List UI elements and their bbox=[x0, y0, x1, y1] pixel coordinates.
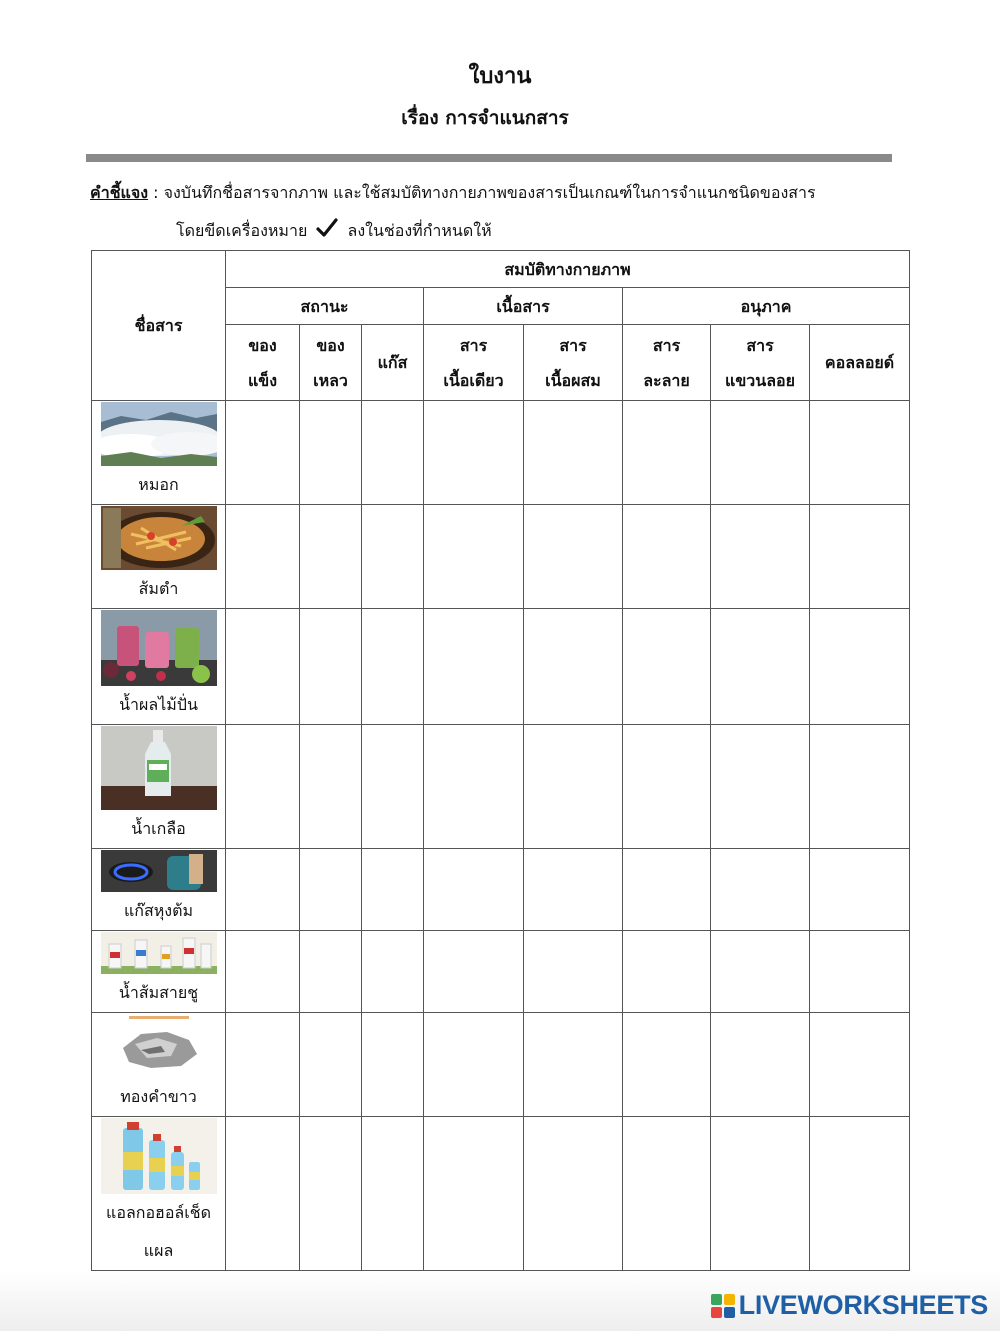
answer-cell[interactable] bbox=[362, 849, 424, 931]
answer-cell[interactable] bbox=[810, 505, 910, 609]
substance-name: แก๊สหุงต้ม bbox=[123, 901, 194, 920]
answer-cell[interactable] bbox=[810, 401, 910, 505]
vinegar-bottles-photo bbox=[101, 932, 217, 974]
answer-cell[interactable] bbox=[711, 401, 810, 505]
answer-cell[interactable] bbox=[226, 1013, 300, 1117]
table-row bbox=[92, 401, 910, 505]
classification-table bbox=[91, 250, 910, 1271]
answer-cell[interactable] bbox=[300, 725, 362, 849]
answer-cell[interactable] bbox=[362, 1013, 424, 1117]
col-solution: สาร ละลาย bbox=[623, 325, 711, 401]
gas-stove-photo bbox=[101, 850, 217, 892]
answer-cell[interactable] bbox=[362, 505, 424, 609]
answer-cell[interactable] bbox=[810, 849, 910, 931]
answer-cell[interactable] bbox=[300, 401, 362, 505]
instruction-colon: : bbox=[148, 183, 164, 202]
substance-cell bbox=[92, 505, 226, 609]
answer-cell[interactable] bbox=[711, 1117, 810, 1271]
answer-cell[interactable] bbox=[711, 1013, 810, 1117]
instruction-line-1 bbox=[90, 181, 816, 206]
answer-cell[interactable] bbox=[300, 931, 362, 1013]
substance-name-line-2: แผล bbox=[143, 1241, 174, 1260]
answer-cell[interactable] bbox=[300, 505, 362, 609]
substance-name: ส้มตำ bbox=[138, 579, 179, 598]
answer-cell[interactable] bbox=[524, 931, 623, 1013]
answer-cell[interactable] bbox=[424, 849, 524, 931]
worksheet-title: ใบงาน bbox=[468, 64, 532, 89]
col-gas: แก๊ส bbox=[362, 325, 424, 401]
substance-name-header: ชื่อสาร bbox=[92, 251, 226, 401]
col-liquid: ของ เหลว bbox=[300, 325, 362, 401]
answer-cell[interactable] bbox=[524, 609, 623, 725]
table-row bbox=[92, 931, 910, 1013]
answer-cell[interactable] bbox=[810, 1117, 910, 1271]
answer-cell[interactable] bbox=[711, 609, 810, 725]
answer-cell[interactable] bbox=[711, 849, 810, 931]
substance-name: น้ำส้มสายชู bbox=[118, 983, 199, 1002]
papaya-salad-photo bbox=[101, 506, 217, 570]
answer-cell[interactable] bbox=[362, 931, 424, 1013]
instruction-line-2 bbox=[176, 218, 492, 244]
answer-cell[interactable] bbox=[524, 505, 623, 609]
table-row bbox=[92, 1117, 910, 1271]
answer-cell[interactable] bbox=[226, 931, 300, 1013]
answer-cell[interactable] bbox=[524, 401, 623, 505]
fog-landscape-photo bbox=[101, 402, 217, 466]
substance-cell bbox=[92, 849, 226, 931]
substance-cell bbox=[92, 931, 226, 1013]
answer-cell[interactable] bbox=[300, 609, 362, 725]
header-divider bbox=[86, 154, 892, 162]
answer-cell[interactable] bbox=[362, 609, 424, 725]
fruit-smoothies-photo bbox=[101, 610, 217, 686]
answer-cell[interactable] bbox=[300, 1117, 362, 1271]
answer-cell[interactable] bbox=[424, 931, 524, 1013]
table-row bbox=[92, 725, 910, 849]
answer-cell[interactable] bbox=[424, 505, 524, 609]
instruction-text-before: โดยขีดเครื่องหมาย bbox=[176, 221, 308, 240]
answer-cell[interactable] bbox=[226, 849, 300, 931]
answer-cell[interactable] bbox=[623, 609, 711, 725]
answer-cell[interactable] bbox=[524, 1117, 623, 1271]
substance-name: ทองคำขาว bbox=[120, 1087, 197, 1106]
answer-cell[interactable] bbox=[623, 505, 711, 609]
table-row bbox=[92, 849, 910, 931]
answer-cell[interactable] bbox=[362, 401, 424, 505]
table-row bbox=[92, 609, 910, 725]
answer-cell[interactable] bbox=[226, 725, 300, 849]
substance-cell bbox=[92, 1117, 226, 1271]
answer-cell[interactable] bbox=[623, 725, 711, 849]
answer-cell[interactable] bbox=[424, 1117, 524, 1271]
liveworksheets-logo-icon bbox=[711, 1294, 735, 1318]
rubbing-alcohol-bottles-photo bbox=[101, 1118, 217, 1194]
answer-cell[interactable] bbox=[362, 1117, 424, 1271]
instruction-text: จงบันทึกชื่อสารจากภาพ และใช้สมบัติทางกายภาพของสารเป็นเกณฑ์ในการจำแนกชนิดของสาร bbox=[163, 183, 816, 202]
answer-cell[interactable] bbox=[623, 1013, 711, 1117]
physical-properties-header: สมบัติทางกายภาพ bbox=[226, 251, 910, 288]
answer-cell[interactable] bbox=[810, 931, 910, 1013]
answer-cell[interactable] bbox=[711, 931, 810, 1013]
answer-cell[interactable] bbox=[524, 849, 623, 931]
substance-cell bbox=[92, 401, 226, 505]
particle-header: อนุภาค bbox=[623, 288, 910, 325]
answer-cell[interactable] bbox=[524, 1013, 623, 1117]
substance-cell bbox=[92, 609, 226, 725]
answer-cell[interactable] bbox=[226, 401, 300, 505]
matter-header: เนื้อสาร bbox=[424, 288, 623, 325]
worksheet-subtitle: เรื่อง การจำแนกสาร bbox=[401, 107, 569, 129]
table-row bbox=[92, 1013, 910, 1117]
answer-cell[interactable] bbox=[623, 1117, 711, 1271]
answer-cell[interactable] bbox=[300, 849, 362, 931]
answer-cell[interactable] bbox=[424, 609, 524, 725]
answer-cell[interactable] bbox=[623, 931, 711, 1013]
answer-cell[interactable] bbox=[711, 725, 810, 849]
substance-name-line-1: แอลกอฮอล์เช็ด bbox=[106, 1203, 211, 1222]
answer-cell[interactable] bbox=[300, 1013, 362, 1117]
instruction-label: คำชี้แจง bbox=[90, 183, 149, 202]
answer-cell[interactable] bbox=[424, 401, 524, 505]
answer-cell[interactable] bbox=[810, 725, 910, 849]
liveworksheets-brand: LIVEWORKSHEETS bbox=[738, 1290, 988, 1320]
liveworksheets-logo[interactable] bbox=[711, 1290, 988, 1321]
answer-cell[interactable] bbox=[810, 609, 910, 725]
substance-name: น้ำเกลือ bbox=[131, 819, 186, 838]
substance-name: น้ำผลไม้ปั่น bbox=[119, 695, 198, 714]
substance-name: หมอก bbox=[138, 475, 179, 494]
saline-bottle-photo bbox=[101, 726, 217, 810]
state-header: สถานะ bbox=[226, 288, 424, 325]
answer-cell[interactable] bbox=[226, 1117, 300, 1271]
answer-cell[interactable] bbox=[424, 1013, 524, 1117]
platinum-nugget-photo bbox=[101, 1014, 217, 1078]
substance-cell bbox=[92, 725, 226, 849]
answer-cell[interactable] bbox=[226, 505, 300, 609]
col-solid: ของ แข็ง bbox=[226, 325, 300, 401]
table-row bbox=[92, 505, 910, 609]
col-homogeneous: สาร เนื้อเดียว bbox=[424, 325, 524, 401]
answer-cell[interactable] bbox=[810, 1013, 910, 1117]
answer-cell[interactable] bbox=[623, 401, 711, 505]
substance-cell bbox=[92, 1013, 226, 1117]
answer-cell[interactable] bbox=[524, 725, 623, 849]
answer-cell[interactable] bbox=[711, 505, 810, 609]
col-heterogeneous: สาร เนื้อผสม bbox=[524, 325, 623, 401]
answer-cell[interactable] bbox=[362, 725, 424, 849]
col-suspension: สาร แขวนลอย bbox=[711, 325, 810, 401]
instruction-text-after: ลงในช่องที่กำหนดให้ bbox=[347, 221, 492, 240]
answer-cell[interactable] bbox=[226, 609, 300, 725]
answer-cell[interactable] bbox=[424, 725, 524, 849]
col-colloid: คอลลอยด์ bbox=[810, 325, 910, 401]
answer-cell[interactable] bbox=[623, 849, 711, 931]
check-mark-icon bbox=[316, 218, 338, 238]
